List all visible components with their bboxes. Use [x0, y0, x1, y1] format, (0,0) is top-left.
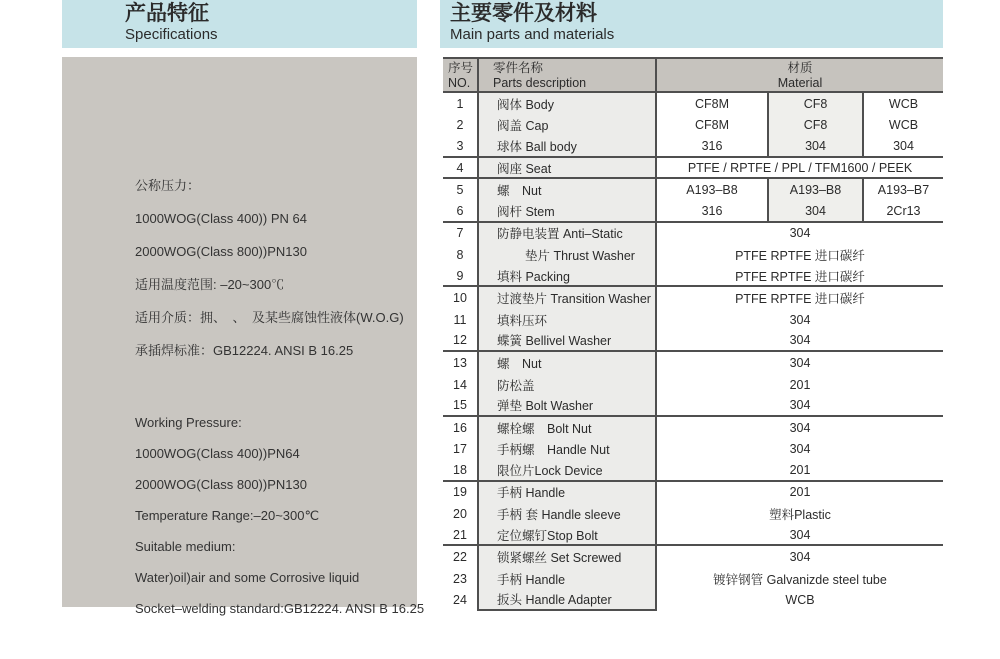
table-row [443, 482, 943, 504]
cell-no: 21 [453, 527, 467, 542]
material-value: WCB [785, 593, 815, 608]
parts-title-zh: 主要零件及材料 [450, 2, 597, 25]
cell-part: 防静电装置 Anti–Static [477, 223, 657, 245]
material-value: CF8M [694, 118, 730, 133]
cell-materials [657, 439, 943, 461]
material-value: 201 [789, 462, 811, 477]
specifications-title-en: Specifications [125, 26, 218, 43]
spec-line: 2000WOG(Class 800))PN130 [135, 477, 307, 492]
spec-line: 2000WOG(Class 800))PN130 [135, 244, 307, 259]
cell-part: 阀体 Body [477, 93, 657, 115]
cell-part: 手柄 Handle [477, 568, 657, 590]
material-value: PTFE RPTFE 进口碳纤 [735, 269, 865, 284]
cell-no: 4 [456, 160, 464, 175]
spec-line: 1000WOG(Class 400)) PN 64 [135, 211, 307, 226]
spec-line: 适用温度范围: –20~300℃ [135, 277, 285, 292]
table-row [443, 244, 943, 266]
cell-materials [657, 115, 943, 137]
table-row [443, 136, 943, 158]
table-row [443, 266, 943, 288]
col-header-no-en: NO. [448, 76, 471, 90]
material-value: PTFE RPTFE 进口碳纤 [735, 248, 865, 263]
cell-no: 2 [456, 118, 464, 133]
cell-part: 防松盖 [477, 374, 657, 396]
cell-no: 13 [453, 355, 467, 370]
parts-table-header [443, 57, 943, 93]
spec-line: 承插焊标准：GB12224. ANSI B 16.25 [135, 343, 354, 358]
table-row [443, 417, 943, 439]
material-value: 316 [701, 138, 723, 153]
cell-materials [657, 546, 943, 568]
material-value: WCB [862, 93, 943, 115]
cell-part: 填料压环 [477, 309, 657, 331]
cell-no: 7 [456, 226, 464, 241]
cell-materials [657, 482, 943, 504]
table-row [443, 460, 943, 482]
table-row [443, 546, 943, 568]
material-value: PTFE RPTFE 进口碳纤 [735, 292, 865, 307]
cell-part: 阀盖 Cap [477, 115, 657, 137]
cell-materials [657, 503, 943, 525]
material-value: A193–B8 [767, 179, 862, 201]
table-row [443, 352, 943, 374]
parts-table [443, 57, 943, 611]
material-value: 304 [789, 420, 811, 435]
specifications-section-header [62, 0, 417, 48]
pressure-spec-block [135, 169, 413, 367]
cell-part: 螺栓螺 Bolt Nut [477, 417, 657, 439]
table-row [443, 503, 943, 525]
cell-no: 24 [453, 593, 467, 608]
material-value: A193–B8 [686, 183, 738, 198]
material-value: 304 [789, 527, 811, 542]
cell-no: 1 [456, 96, 464, 111]
table-row [443, 439, 943, 461]
material-value: WCB [862, 115, 943, 137]
cell-materials [657, 201, 943, 221]
material-value: 304 [789, 398, 811, 413]
table-row [443, 590, 943, 612]
table-row [443, 331, 943, 353]
cell-materials [657, 352, 943, 374]
material-value: 304 [789, 550, 811, 565]
cell-no: 3 [456, 138, 464, 153]
material-value: 304 [789, 226, 811, 241]
material-value: PTFE / RPTFE / PPL / TFM1600 / PEEK [687, 160, 913, 175]
material-value: 塑料Plastic [769, 508, 831, 523]
spec-line: 1000WOG(Class 400))PN64 [135, 446, 300, 461]
cell-materials [657, 309, 943, 331]
material-value: CF8M [694, 96, 730, 111]
cell-materials [657, 136, 943, 156]
table-row [443, 93, 943, 115]
material-value: 304 [767, 201, 862, 221]
spec-line: Water)oil)air and some Corrosive liquid [135, 570, 360, 585]
cell-part: 过渡垫片 Transition Washer [477, 287, 657, 309]
material-value: A193–B7 [862, 179, 943, 201]
material-value: 304 [789, 355, 811, 370]
cell-part: 手柄 套 Handle sleeve [477, 503, 657, 525]
table-row [443, 179, 943, 201]
material-value: 304 [789, 442, 811, 457]
material-value: 304 [789, 333, 811, 348]
specifications-panel [62, 57, 425, 616]
col-header-material-zh: 材质 [787, 61, 813, 75]
cell-part: 手柄 Handle [477, 482, 657, 504]
table-row [443, 287, 943, 309]
cell-materials [657, 179, 943, 201]
col-header-no-zh: 序号 [448, 61, 474, 75]
table-row [443, 201, 943, 223]
cell-no: 18 [453, 462, 467, 477]
cell-no: 8 [456, 247, 464, 262]
specifications-title-zh: 产品特征 [125, 2, 209, 25]
cell-materials [657, 525, 943, 545]
material-value: 201 [789, 485, 811, 500]
cell-no: 15 [453, 398, 467, 413]
table-row [443, 395, 943, 417]
cell-part: 限位片Lock Device [477, 460, 657, 480]
material-value: CF8 [767, 93, 862, 115]
cell-part: 手柄螺 Handle Nut [477, 439, 657, 461]
cell-no: 9 [456, 268, 464, 283]
material-value: 201 [789, 377, 811, 392]
working-spec-block [135, 407, 425, 624]
table-row [443, 158, 943, 180]
cell-materials [657, 395, 943, 415]
cell-part: 蝶簧 Bellivel Washer [477, 331, 657, 351]
col-header-material [657, 59, 943, 91]
cell-no: 14 [453, 377, 467, 392]
cell-part: 扳头 Handle Adapter [477, 590, 657, 612]
parts-title-en: Main parts and materials [450, 26, 615, 43]
spec-line: Working Pressure: [135, 415, 242, 430]
material-value: 镀锌钢管 Galvanizde steel tube [713, 572, 887, 587]
table-row [443, 568, 943, 590]
material-value: 316 [701, 203, 723, 218]
cell-materials [657, 287, 943, 309]
cell-materials [657, 568, 943, 590]
cell-materials [657, 244, 943, 266]
cell-no: 19 [453, 485, 467, 500]
spec-line: Suitable medium: [135, 539, 236, 554]
cell-no: 22 [453, 550, 467, 565]
cell-materials [657, 374, 943, 396]
cell-no: 5 [456, 183, 464, 198]
material-value: 304 [862, 136, 943, 156]
spec-line: 适用介质：拥、 、 及某些腐蚀性液体(W.O.G) [135, 310, 404, 325]
cell-materials [657, 93, 943, 115]
material-value: 2Cr13 [862, 201, 943, 221]
col-header-parts-zh: 零件名称 [493, 61, 544, 75]
cell-materials [657, 158, 943, 178]
cell-part: 弹垫 Bolt Washer [477, 395, 657, 415]
table-row [443, 525, 943, 547]
cell-part: 阀杆 Stem [477, 201, 657, 221]
cell-materials [657, 266, 943, 286]
cell-part: 螺 Nut [477, 352, 657, 374]
table-row [443, 223, 943, 245]
col-header-parts-en: Parts description [493, 76, 587, 90]
cell-materials [657, 331, 943, 351]
col-header-material-en: Material [777, 76, 823, 90]
table-row [443, 374, 943, 396]
cell-materials [657, 223, 943, 245]
material-value: 304 [789, 312, 811, 327]
cell-materials [657, 590, 943, 612]
parts-section-header [440, 0, 943, 48]
col-header-no [443, 59, 477, 91]
spec-line: Socket–welding standard:GB12224. ANSI B 16.25 [135, 601, 425, 616]
spec-line: 公称压力： [135, 178, 201, 193]
material-value: 304 [767, 136, 862, 156]
cell-no: 12 [453, 333, 467, 348]
cell-no: 6 [456, 203, 464, 218]
cell-no: 17 [453, 442, 467, 457]
cell-no: 16 [453, 420, 467, 435]
table-row [443, 309, 943, 331]
cell-part: 球体 Ball body [477, 136, 657, 156]
col-header-parts [477, 59, 657, 91]
cell-no: 20 [453, 507, 467, 522]
material-value: CF8 [767, 115, 862, 137]
cell-no: 11 [453, 312, 467, 327]
cell-part: 定位螺钉Stop Bolt [477, 525, 657, 545]
cell-no: 23 [453, 571, 467, 586]
cell-part: 螺 Nut [477, 179, 657, 201]
parts-table-body [443, 93, 943, 611]
cell-part: 填料 Packing [477, 266, 657, 286]
cell-materials [657, 460, 943, 480]
cell-no: 10 [453, 291, 467, 306]
cell-part: 垫片 Thrust Washer [477, 244, 657, 266]
cell-materials [657, 417, 943, 439]
spec-line: Temperature Range:–20~300℃ [135, 508, 320, 523]
table-row [443, 115, 943, 137]
cell-part: 阀座 Seat [477, 158, 657, 178]
cell-part: 锁紧螺丝 Set Screwed [477, 546, 657, 568]
